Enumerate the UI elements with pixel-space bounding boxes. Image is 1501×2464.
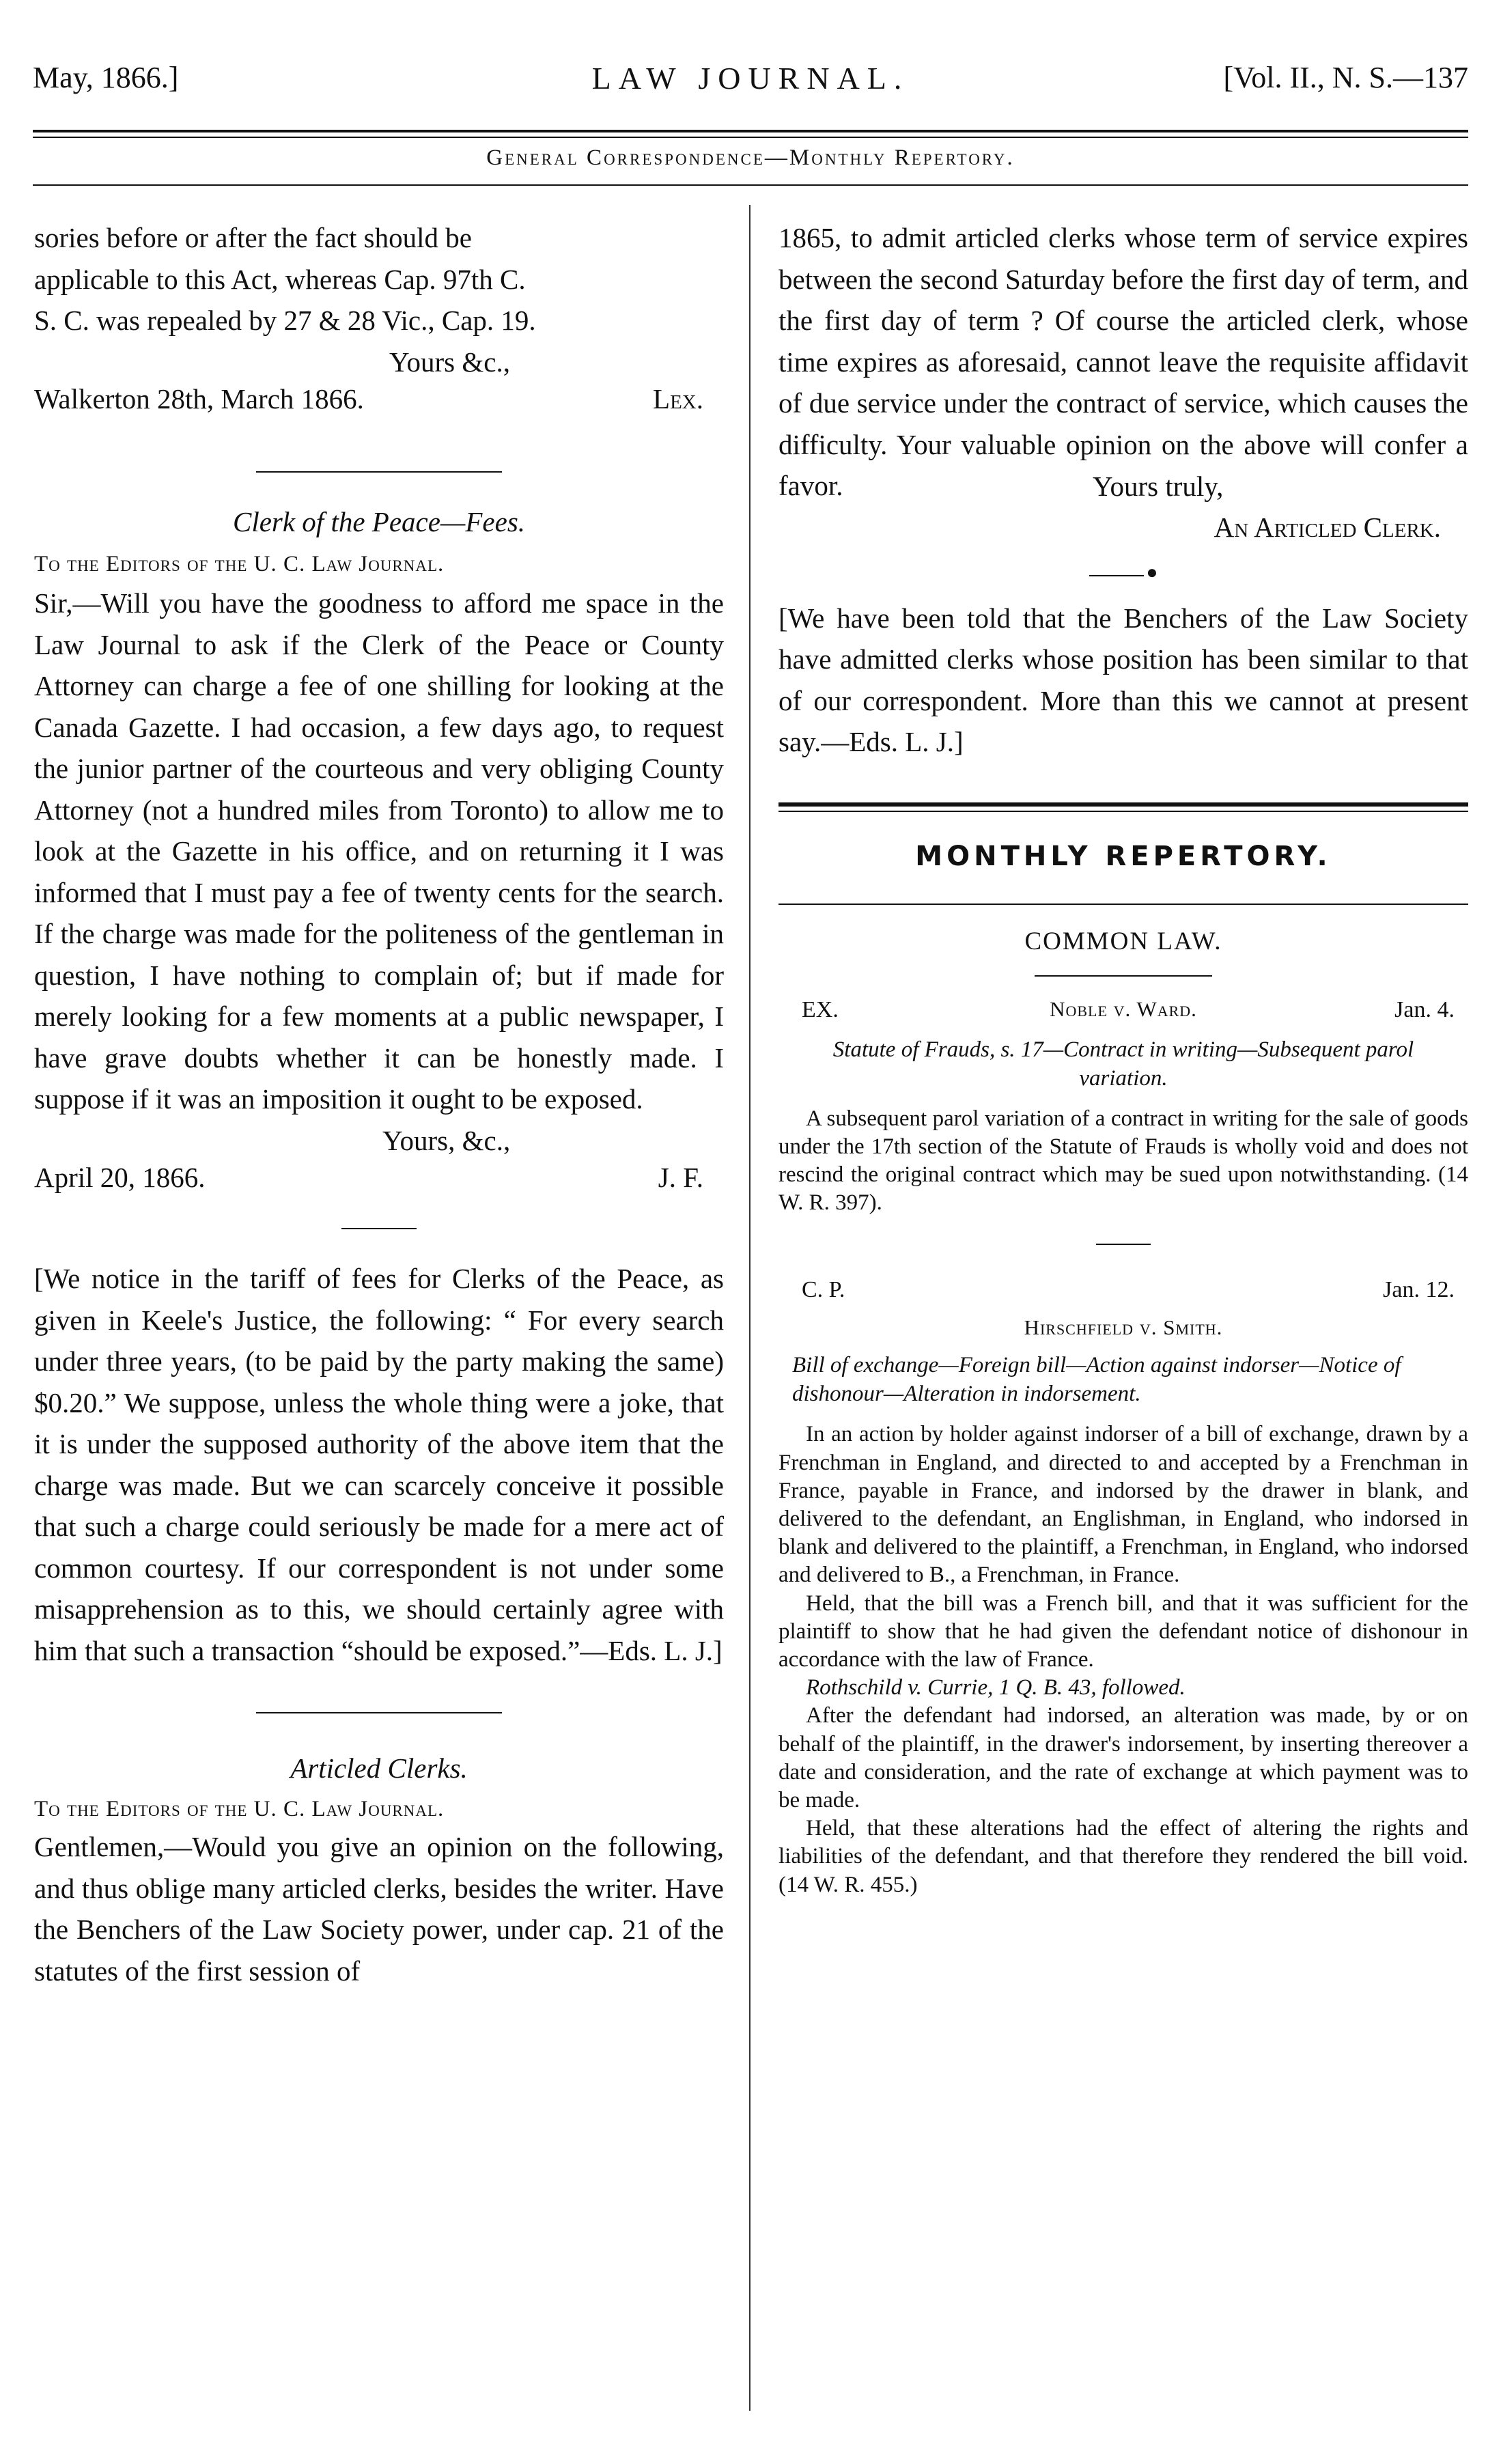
header-rule-thin bbox=[33, 137, 1468, 138]
short-divider bbox=[341, 1228, 417, 1229]
column-divider bbox=[749, 205, 751, 2411]
clerks-signature: An Articled Clerk. bbox=[1214, 512, 1441, 543]
case-court: C. P. bbox=[802, 1277, 845, 1303]
letter1-yours: Yours &c., bbox=[389, 346, 510, 378]
letter1-signature-row bbox=[34, 382, 724, 423]
case-date: Jan. 12. bbox=[1383, 1277, 1455, 1303]
letter1-place: Walkerton 28th, March 1866. bbox=[34, 383, 364, 415]
fees-signature-row bbox=[34, 1161, 724, 1202]
clerks-address: To the Editors of the U. C. Law Journal. bbox=[34, 1797, 445, 1821]
case-paragraph: Held, that these alterations had the effect of altering the rights and liabilities of the defendant, and that therefore they rendered the bill void. (14 W. R. 455.) bbox=[778, 1816, 1468, 1897]
bullet-mark: ● bbox=[1146, 561, 1158, 583]
case-paragraph: In an action by holder against indorser of a bill of exchange, drawn by a Frenchman in England, and directed to and accepted by a Frenchman in France, payable in France, and indorsed by the drawer in blank, and delivered to the defendant, an Englishman, in England, who indorsed in blank and delivered to the plaintiff, a Frenchman, in England, who indorsed and delivered to B., a Frenchman, in France. bbox=[778, 1422, 1468, 1588]
fees-address: To the Editors of the U. C. Law Journal. bbox=[34, 552, 445, 576]
clerks-title: Articled Clerks. bbox=[290, 1752, 468, 1784]
section-rule bbox=[33, 184, 1468, 186]
letter1-line: applicable to this Act, whereas Cap. 97th C. bbox=[34, 263, 526, 295]
header-date: May, 1866.] bbox=[33, 61, 179, 94]
case-date: Jan. 4. bbox=[1394, 996, 1455, 1022]
fees-yours: Yours, &c., bbox=[382, 1124, 511, 1156]
case-holding: A subsequent parol variation of a contract in writing for the sale of goods under the 17th section of the Statute of Frauds is wholly void and does not rescind the original contract which may be sued upon notwithstanding. (14 W. R. 397). bbox=[778, 1106, 1468, 1216]
case-topic: Statute of Frauds, s. 17—Contract in writing—Subsequent parol variation. bbox=[832, 1037, 1414, 1091]
clerks-editor-note: [We have been told that the Benchers of the Law Society have admitted clerks whose position has been similar to that of our correspondent. More than this we cannot at present say.—Eds. L. J.] bbox=[778, 602, 1468, 757]
case-name: Hirschfield v. Smith. bbox=[1024, 1315, 1223, 1340]
repertory-title: MONTHLY REPERTORY. bbox=[915, 840, 1332, 872]
case-topic: Bill of exchange—Foreign bill—Action against indorser—Notice of dishonour—Alteration in indorsement. bbox=[792, 1353, 1401, 1407]
repertory-rule-thick bbox=[778, 802, 1468, 807]
clerks-letter-continued: 1865, to admit articled clerks whose term of service expires between the second Saturday before the first day of term, and the first day of term ? Of course the articled clerk, whose time expires as aforesaid, cannot leave the requisite affidavit of due service under the contract of service, which causes the difficulty. Your valuable opinion on the above will confer a favor. bbox=[778, 222, 1468, 501]
running-header bbox=[33, 60, 1468, 108]
case-name: Noble v. Ward. bbox=[1050, 996, 1197, 1021]
short-divider bbox=[1096, 1244, 1151, 1245]
header-rule bbox=[33, 130, 1468, 132]
short-divider bbox=[1089, 575, 1144, 576]
clerks-letter-body: Gentlemen,—Would you give an opinion on the following, and thus oblige many articled clerks, besides the writer. Have the Benchers of the Law Society power, under cap. 21 of the statutes of the first session of bbox=[34, 1831, 724, 1987]
right-column bbox=[778, 217, 1468, 1899]
case-citation: Rothschild v. Currie, 1 Q. B. 43, followed. bbox=[806, 1675, 1186, 1700]
section-header: General Correspondence—Monthly Repertory. bbox=[486, 145, 1015, 170]
case-paragraph: Held, that the bill was a French bill, and that it was sufficient for the plaintiff to show that he had given the defendant notice of dishonour in accordance with the law of France. bbox=[778, 1591, 1468, 1672]
case-paragraph: After the defendant had indorsed, an alteration was made, by or on behalf of the plaintiff, in the drawer's indorsement, by inserting thereover a date and consideration, and the rate of exchange at which payment was to be made. bbox=[778, 1703, 1468, 1812]
fees-date: April 20, 1866. bbox=[34, 1162, 206, 1193]
letter1-line: sories before or after the fact should be bbox=[34, 222, 472, 253]
fees-editor-note: [We notice in the tariff of fees for Clerks of the Peace, as given in Keele's Justice, the following: “ For every search under three years, (to be paid by the party making the same) $0.20.” We suppose, unless the whole thing were a joke, that it is under the supposed authority of the above item that the charge was made. But we can scarcely conceive it possible that such a charge could seriously be made for a mere act of common courtesy. If our correspondent is not under some misapprehension as to this, we should certainly agree with him that such a transaction “should be exposed.”—Eds. L. J.] bbox=[34, 1263, 724, 1666]
case-court: EX. bbox=[802, 996, 839, 1022]
header-volume: [Vol. II., N. S.—137 bbox=[1223, 61, 1468, 94]
clerks-yours: Yours truly, bbox=[1093, 470, 1224, 502]
case-heading-row bbox=[778, 997, 1468, 1035]
letter1-signature: Lex. bbox=[653, 383, 703, 415]
fees-signature: J. F. bbox=[658, 1162, 703, 1193]
fees-letter-body: Sir,—Will you have the goodness to afford me space in the Law Journal to ask if the Clerk of the Peace or County Attorney can charge a fee of one shilling for looking at the Canada Gazette. I had occasion, a few days ago, to request the junior partner of the courteous and very obliging County Attorney (not a hundred miles from Toronto) to allow me to look at the Gazette in his office, and on returning it I was informed that I must pay a fee of twenty cents for the search. If the charge was made for the politeness of the gentleman in question, I have nothing to complain of; but if made for merely looking for a few moments at a public newspaper, I have grave doubts whether it can be honestly made. I suppose if it was an imposition it ought to be exposed. bbox=[34, 587, 724, 1115]
fees-title: Clerk of the Peace—Fees. bbox=[232, 506, 526, 537]
case-heading-row bbox=[778, 1277, 1468, 1315]
left-column bbox=[34, 217, 724, 1991]
common-law-heading: COMMON LAW. bbox=[1024, 927, 1222, 955]
header-title: LAW JOURNAL. bbox=[591, 61, 910, 96]
letter1-line: S. C. was repealed by 27 & 28 Vic., Cap. 19. bbox=[34, 305, 536, 336]
